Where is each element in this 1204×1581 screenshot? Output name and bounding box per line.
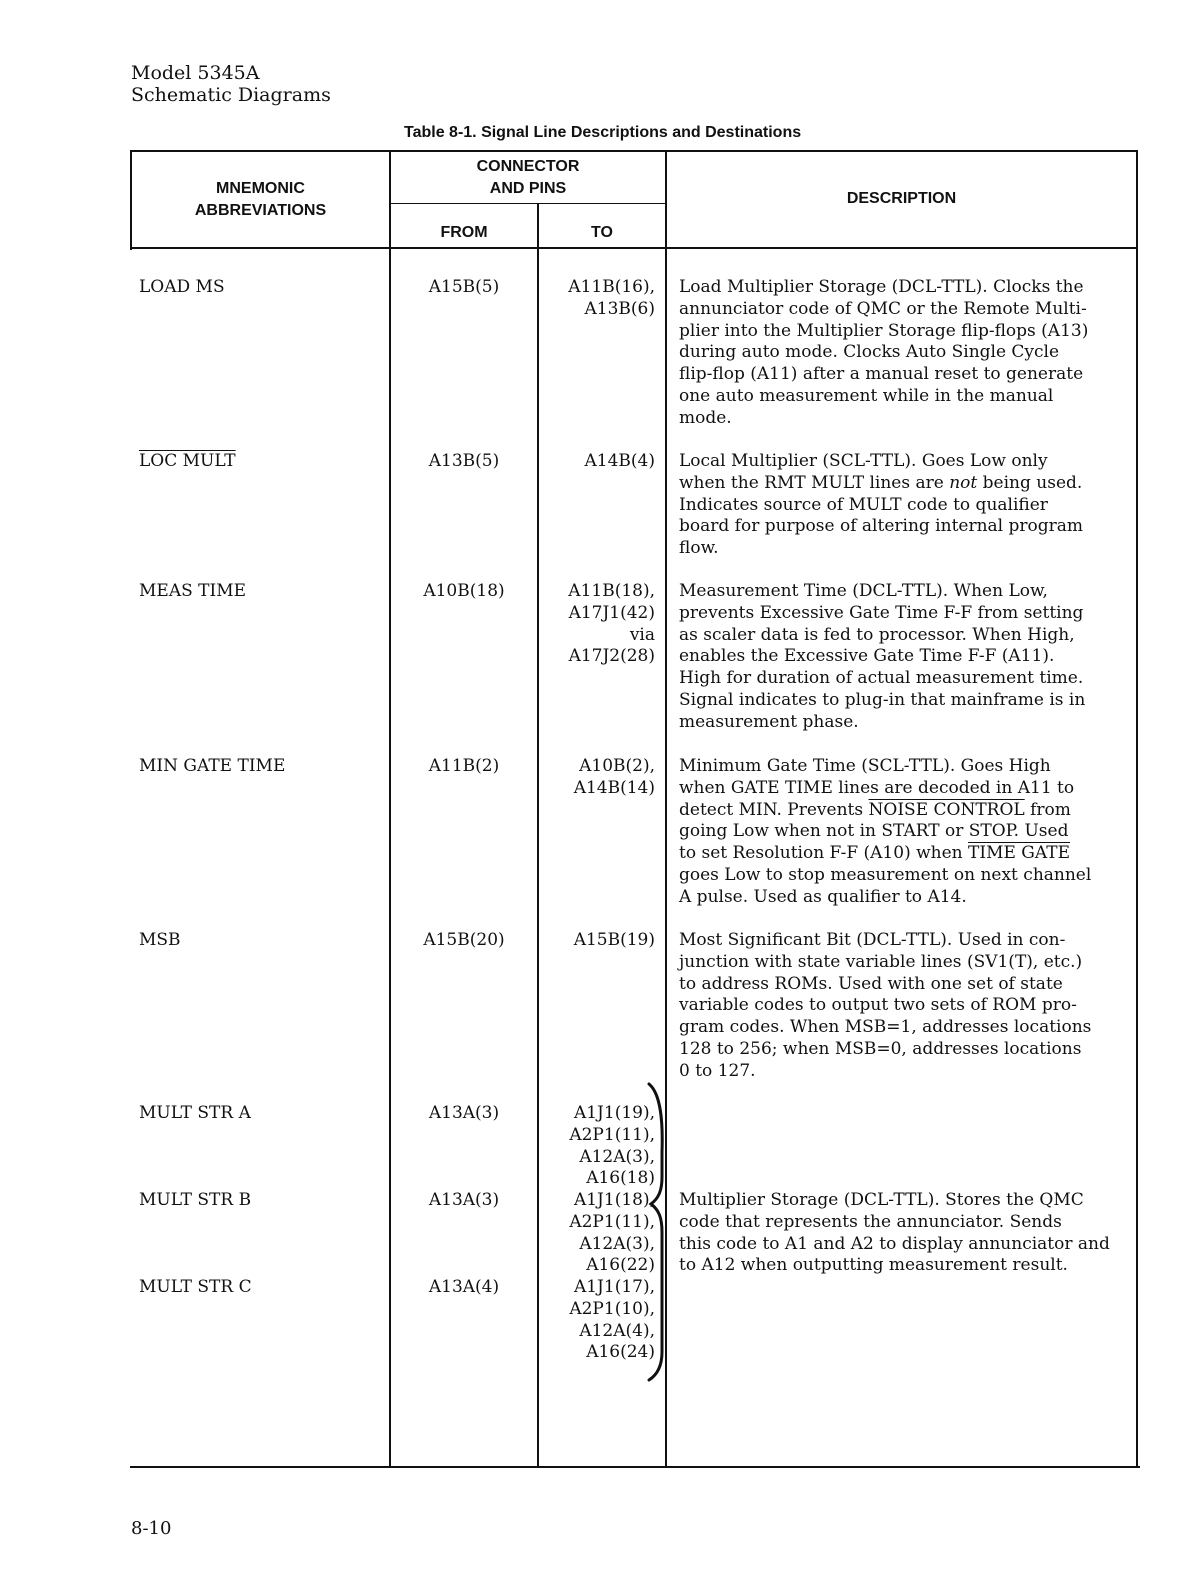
mnemonic-cell: MSB [139,930,181,950]
table-caption: Table 8-1. Signal Line Descriptions and Destinations [404,124,802,141]
model-label: Model 5345A [131,62,260,84]
to-header: TO [591,224,613,241]
from-header: FROM [440,224,488,241]
mnemonic-cell: MULT STR A [139,1103,251,1123]
from-cell: A13A(3) [428,1103,500,1123]
mnemonic-cell: MULT STR B [139,1190,252,1210]
header-bottom-rule [130,247,1138,249]
grouping-brace [643,1082,673,1382]
column-rule-1 [389,150,391,1468]
description-cell: Multiplier Storage (DCL-TTL). Stores the QMC code that represents the annunciator. Sends this code to A1 and A2 to display annunciator and to A12 when outputting measurement result. [679,1190,1110,1276]
connector-subheader-rule [390,203,666,204]
description-cell: Minimum Gate Time (SCL-TTL). Goes High when GATE TIME lines are decoded in A11 to detect MIN. Prevents NOISE CONTROL from going Low when not in START or STOP. Used to set Resolution F-F (A10) when TIME GATE goes Low to stop measurement on next channel A pulse. Used as qualifier to A14. [679,756,1092,907]
connector-header: CONNECTOR AND PINS [476,158,580,197]
mnemonic-cell: LOC MULT [139,451,236,471]
column-rule-2 [537,204,539,1468]
description-cell: Local Multiplier (SCL-TTL). Goes Low only when the RMT MULT lines are not being used. Indicates source of MULT code to qualifier board for purpose of altering internal program flow. [679,451,1084,559]
to-cell: A11B(16), A13B(6) [568,277,655,319]
description-header: DESCRIPTION [846,190,957,207]
from-cell: A11B(2) [428,756,500,776]
right-edge-rule [1136,150,1138,1468]
mnemonic-cell: MULT STR C [139,1277,252,1297]
from-cell: A15B(5) [428,277,500,297]
description-cell: Load Multiplier Storage (DCL-TTL). Clocks the annunciator code of QMC or the Remote Multi- plier into the Multiplier Storage flip-flops (A13) during auto mode. Clocks Auto Single Cycle flip-flop (A11) after a manual reset to generate one auto measurement while in the manual mode. [679,277,1089,428]
to-cell: A15B(19) [573,930,655,950]
to-cell: A1J1(19), A2P1(11), A12A(3), A16(18) [569,1103,655,1189]
from-cell: A13A(4) [428,1277,500,1297]
to-cell: A1J1(17), A2P1(10), A12A(4), A16(24) [569,1277,655,1363]
from-cell: A10B(18) [423,581,505,601]
description-cell: Measurement Time (DCL-TTL). When Low, prevents Excessive Gate Time F-F from setting as scaler data is fed to processor. When High, enables the Excessive Gate Time F-F (A11). High for duration of actual measurement time. Signal indicates to plug-in that mainframe is in measurement phase. [679,581,1086,732]
to-cell: A1J1(18), A2P1(11), A12A(3), A16(22) [569,1190,655,1276]
to-cell: A10B(2), A14B(14) [573,756,655,798]
mnemonic-header: MNEMONIC ABBREVIATIONS [194,180,327,219]
description-cell: Most Significant Bit (DCL-TTL). Used in con- junction with state variable lines (SV1(T), etc.) to address ROMs. Used with one set of state variable codes to output two sets of ROM pro- gram codes. When MSB=1, addresses locations 128 to 256; when MSB=0, addresses locations 0 to 127. [679,930,1092,1081]
page-number: 8-10 [131,1518,172,1539]
mnemonic-cell: MIN GATE TIME [139,756,286,776]
page-header [131,62,331,106]
mnemonic-cell: MEAS TIME [139,581,247,601]
mnemonic-cell: LOAD MS [139,277,225,297]
from-cell: A13B(5) [428,451,500,471]
from-cell: A13A(3) [428,1190,500,1210]
to-cell: A11B(18), A17J1(42) via A17J2(28) [568,581,655,667]
section-label: Schematic Diagrams [131,84,331,106]
to-cell: A14B(4) [584,451,655,471]
from-cell: A15B(20) [423,930,505,950]
table-top-rule [130,150,1138,152]
table-bottom-rule [130,1466,1140,1468]
